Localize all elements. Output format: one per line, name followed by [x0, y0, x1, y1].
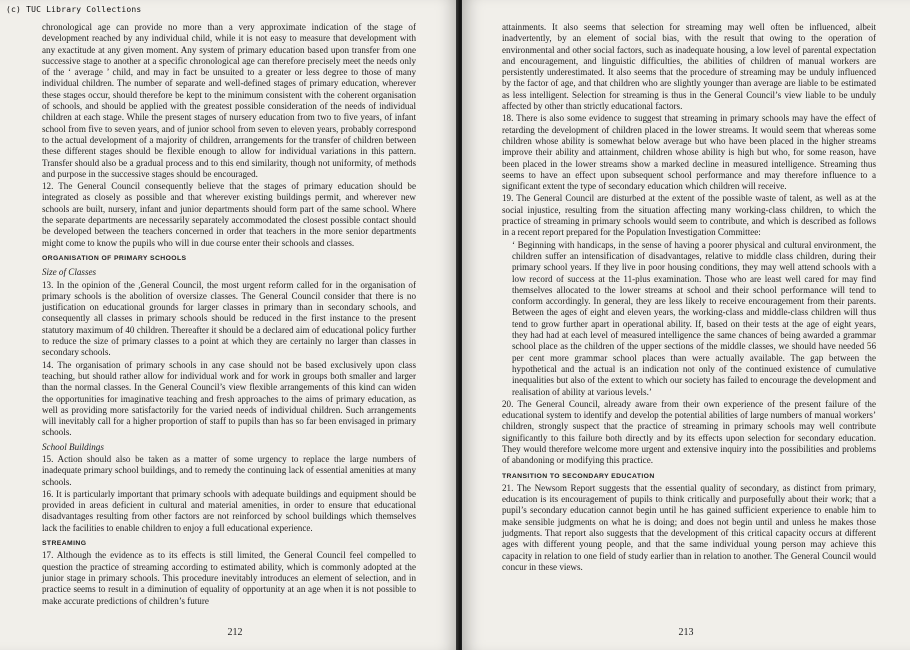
paragraph-21: 21. The Newsom Report suggests that the essential quality of secondary, as distinct from primary, education is its encouragement of pupils to think critically and purposefully about their work; that a pupil’s secondary education cannot begin until he has gained sufficient experience to enable him to make sensible judgments on what he is doing; and does not begin until and unless he makes those judgments. That report also suggests that the development of this critical capacity occurs at different ages with different young people, and that the same individual young person may achieve this capacity in relation to one field of study earlier than in relation to another. The General Council would concur in these views.: [502, 482, 876, 572]
paragraph-20: 20. The General Council, already aware from their own experience of the present failure of the educational system to identify and develop the potential abilities of large numbers of manual workers’ children, strongly suspect that the practice of streaming in primary schools may well contribute significantly to this failure both directly and by its effects upon selection for secondary education. They would therefore welcome more urgent and extensive inquiry into the possibilities and problems of abandoning or modifying this practice.: [502, 398, 876, 466]
section-heading-organisation: ORGANISATION OF PRIMARY SCHOOLS: [42, 254, 187, 262]
paragraph-18: 18. There is also some evidence to suggest that streaming in primary schools may have the effect of retarding the development of children placed in the lower streams. It would seem that whereas some children whose ability is somewhat below average but who have been placed in the higher streams improve their ability and attainment, children whose ability is high but who, for some reason, have been placed in the lower streams show a marked decline in measured intelligence. Streaming thus seems to have an effect upon subsequent school performance and may therefore influence to a significant extent the type of secondary education which children will receive.: [502, 113, 876, 192]
page-number-right: 213: [678, 627, 694, 638]
paragraph-17: 17. Although the evidence as to its effects is still limited, the General Council feel compelled to question the practice of streaming according to estimated ability, which is commonly adopted at the junior stage in primary schools. This procedure inevitably introduces an element of selection, and in practice seems to result in a diminution of equality of opportunity at an age when it is not possible to make accurate predictions of children’s future: [42, 550, 416, 606]
paragraph-16: 16. It is particularly important that primary schools with adequate buildings and equipment should be provided in areas deficient in cultural and material amenities, in order to ensure that educational disadvantages resulting from other factors are not reinforced by school buildings which themselves lack the facilities to enable children to enjoy a full educational experience.: [42, 488, 416, 533]
watermark: (c) TUC Library Collections: [6, 5, 142, 14]
subheading-size-of-classes: Size of Classes: [42, 267, 97, 278]
paragraph-continued: attainments. It also seems that selection for streaming may well often be influenced, albeit inadvertently, by an element of social bias, with the result that owing to the operation of environmental and other social factors, such as inadequate housing, a low level of parental expectation and encouragement, and linguistic difficulties, the abilities of children of manual workers are persistently underestimated. It also seems that the procedure of streaming may be unduly influenced by the factor of age, and that children who are slightly younger than average are liable to be estimated as less intelligent. Selection for streaming is thus in the General Council’s view liable to be unduly affected by other than strictly educational factors.: [502, 22, 876, 112]
right-page-text: [502, 22, 876, 574]
section-heading-streaming: STREAMING: [42, 540, 87, 548]
paragraph-continued: chronological age can provide no more than a very approximate indication of the stage of development reached by any individual child, while it is not easy to measure that development with any exactitude at any given moment. Any system of primary education based upon transfer from one successive stage to another at a specific chronological age can therefore precisely meet the needs only of the ‘ average ’ child, and may in fact be unsuited to a greater or less degree to those of many individual children. The number of separate and well-defined stages of primary education, wherever these stages occur, should therefore be kept to the minimum consistent with the coherent organisation of schools, and should be applied with the greatest possible consideration of the needs of individual children at each stage. While the present stages of nursery education from two to five years, of infant school from five to seven years, and of junior school from seven to eleven years, probably correspond to the actual development of a majority of children, arrangements for the transfer of children between these different stages should be flexible enough to allow for individual variations in this pattern. Transfer should also be a gradual process and to this end similarity, though not uniformity, of methods and purpose in the successive stages should be encouraged.: [42, 22, 416, 179]
block-quote: ‘ Beginning with handicaps, in the sense of having a poorer physical and cultural environment, the children suffer an intensification of disadvantages, relative to middle class children, during their primary school years. If they live in poor housing conditions, they may well attend schools with a low record of success at the 11-plus examination. Those who are least well cared for may find themselves allocated to the lower streams at school and their school performance will tend to conform accordingly. In general, they are less likely to receive encouragement from their parents. Between the ages of eight and eleven years, the working-class and middle-class children will thus tend to grow further apart in operational ability. If, based on their tests at the age of eight years, they had had at each level of measured intelligence the same chances of being awarded a grammar school place as the children of the upper sections of the middle classes, we should have needed 56 per cent more grammar school places than were actually available. The gap between the hypothetical and the actual is an indication not only of the continued existence of cumulative inequalities but also of the extent to which our society has failed to encourage the development and realisation of ability at various levels.’: [512, 239, 876, 397]
section-heading-transition: TRANSITION TO SECONDARY EDUCATION: [502, 472, 655, 480]
paragraph-13: 13. In the opinion of the ,General Council, the most urgent reform called for in the organisation of primary schools is the abolition of oversize classes. The General Council consider that there is no justification on educational grounds for larger classes in primary than in secondary schools, and consequently all classes in primary schools should be reduced in the first instance to the present statutory maximum of 40 children. Thereafter it should be a declared aim of educational policy further to reduce the size of primary classes to a point at which they are certainly no larger than classes in secondary schools.: [42, 279, 416, 358]
right-page: [462, 0, 910, 650]
subheading-school-buildings: School Buildings: [42, 441, 104, 452]
paragraph-19: 19. The General Council are disturbed at the extent of the possible waste of talent, as well as at the social injustice, resulting from the situation affecting many working-class children, to which the practice of streaming in primary schools would seem to contribute, and which is described as follows in a recent report prepared for the Population Investigation Committee:: [502, 193, 876, 238]
paragraph-12: 12. The General Council consequently believe that the stages of primary education should be integrated as closely as possible and that wherever existing buildings permit, and wherever new schools are built, nursery, infant and junior departments should form part of the same school. Where the separate departments are necessarily separately accommodated the closest possible contact should be developed between the teachers concerned in order that teachers in the more senior departments might come to know the pupils who will in due course enter their schools and classes.: [42, 181, 416, 248]
page-number-left: 212: [227, 627, 243, 638]
left-page-text: [42, 22, 416, 608]
paragraph-14: 14. The organisation of primary schools in any case should not be based exclusively upon class teaching, but should rather allow for individual work and for work in groups both smaller and larger than the normal classes. In the General Council’s view flexible arrangements of this kind can widen the opportunities for imaginative teaching and fresh approaches to the aims of primary education, as well as providing more satisfactorily for the varied needs of individual children. Such arrangements will inevitably call for a higher proportion of staff to pupils than has so far been envisaged in primary schools.: [42, 359, 416, 438]
paragraph-15: 15. Action should also be taken as a matter of some urgency to replace the large numbers of inadequate primary school buildings, and to remedy the continuing lack of essential amenities at many schools.: [42, 453, 416, 487]
